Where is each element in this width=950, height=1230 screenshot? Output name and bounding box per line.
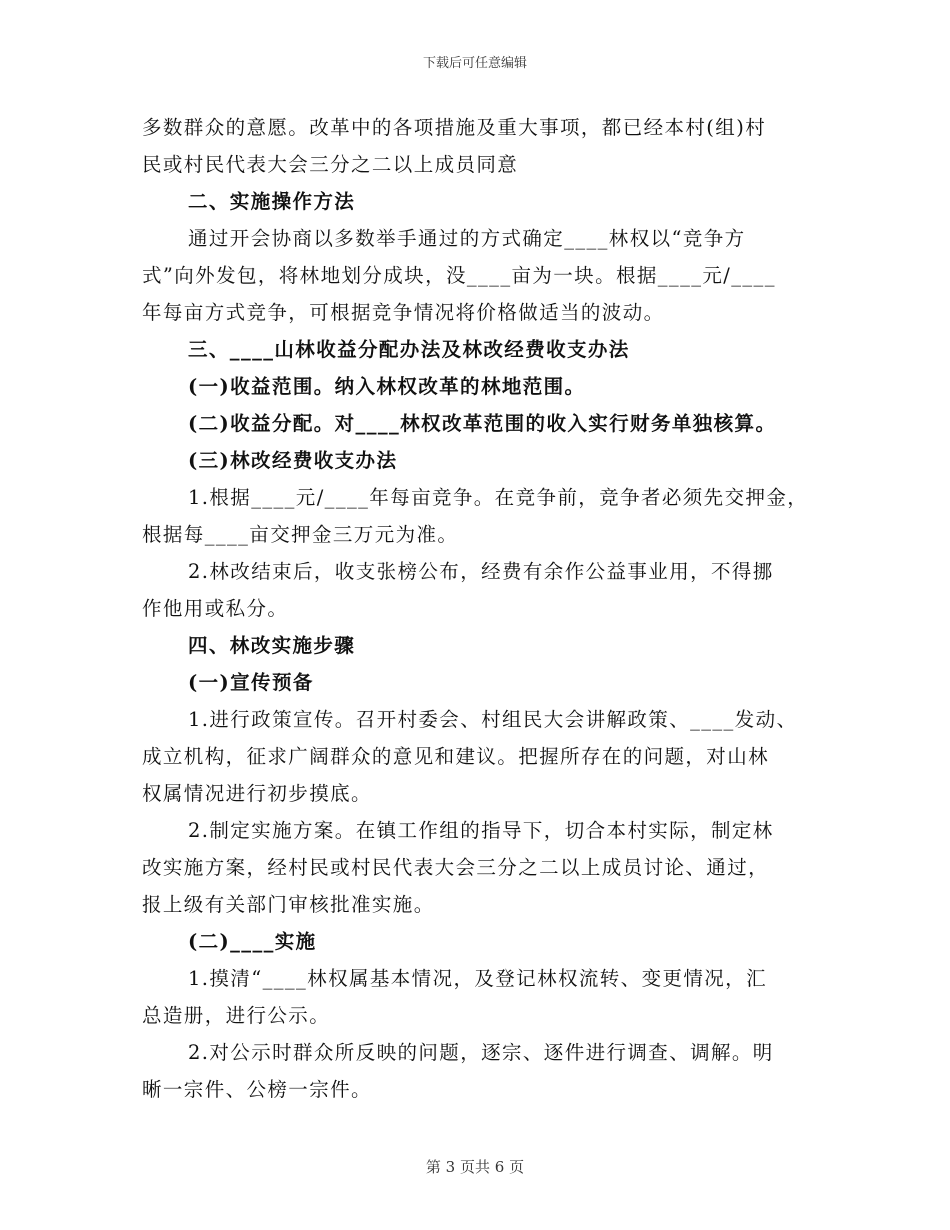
- document-body: [142, 109, 822, 1108]
- body-text-line: 成立机构，征求广阔群众的意见和建议。把握所存在的问题，对山林: [142, 745, 770, 768]
- section-heading-line: (一)宣传预备: [188, 671, 314, 694]
- body-text-line: 多数群众的意愿。改革中的各项措施及重大事项，都已经本村(组)村: [142, 116, 767, 139]
- section-heading-line: 二、实施操作方法: [188, 190, 356, 213]
- body-text-line: 1.摸清“____林权属基本情况，及登记林权流转、变更情况，汇: [188, 967, 767, 990]
- page-footer: 第 3 页共 6 页: [425, 1158, 525, 1176]
- body-text-line: 2.林改结束后，收支张榜公布，经费有余作公益事业用，不得挪: [188, 560, 774, 583]
- body-text-line: 1.进行政策宣传。召开村委会、村组民大会讲解政策、____发动、: [188, 708, 798, 731]
- body-text-line: 改实施方案，经村民或村民代表大会三分之二以上成员讨论、通过，: [142, 856, 770, 879]
- body-text-line: 民或村民代表大会三分之二以上成员同意: [142, 153, 519, 176]
- page-header: 下载后可任意编辑: [422, 56, 527, 71]
- body-text-line: 1.根据____元/____年每亩竞争。在竞争前，竞争者必须先交押金，: [188, 486, 809, 509]
- body-text-line: 晰一宗件、公榜一宗件。: [142, 1078, 372, 1101]
- body-text-line: 报上级有关部门审核批准实施。: [142, 893, 435, 916]
- body-text-line: 根据每____亩交押金三万元为准。: [142, 523, 459, 546]
- body-text-line: 通过开会协商以多数举手通过的方式确定____林权以“竞争方: [188, 227, 746, 250]
- body-text-line: 2.对公示时群众所反映的问题，逐宗、逐件进行调查、调解。明: [188, 1041, 774, 1064]
- section-heading-line: (一)收益范围。纳入林权改革的林地范围。: [188, 375, 586, 398]
- body-text-line: 作他用或私分。: [142, 597, 289, 620]
- body-text-line: 总造册，进行公示。: [142, 1004, 331, 1027]
- body-text-line: 2.制定实施方案。在镇工作组的指导下，切合本村实际，制定林: [188, 819, 774, 842]
- body-text-line: 年每亩方式竞争，可根据竞争情况将价格做适当的波动。: [142, 301, 665, 324]
- body-text-line: 权属情况进行初步摸底。: [142, 782, 372, 805]
- section-heading-line: 三、____山林收益分配办法及林改经费收支办法: [188, 338, 630, 361]
- section-heading-line: (二)收益分配。对____林权改革范围的收入实行财务单独核算。: [188, 412, 777, 435]
- body-text-line: 式”向外发包，将林地划分成块，没____亩为一块。根据____元/____: [142, 264, 776, 287]
- section-heading-line: (二)____实施: [188, 930, 317, 953]
- section-heading-line: (三)林改经费收支办法: [188, 449, 398, 472]
- section-heading-line: 四、林改实施步骤: [188, 634, 356, 657]
